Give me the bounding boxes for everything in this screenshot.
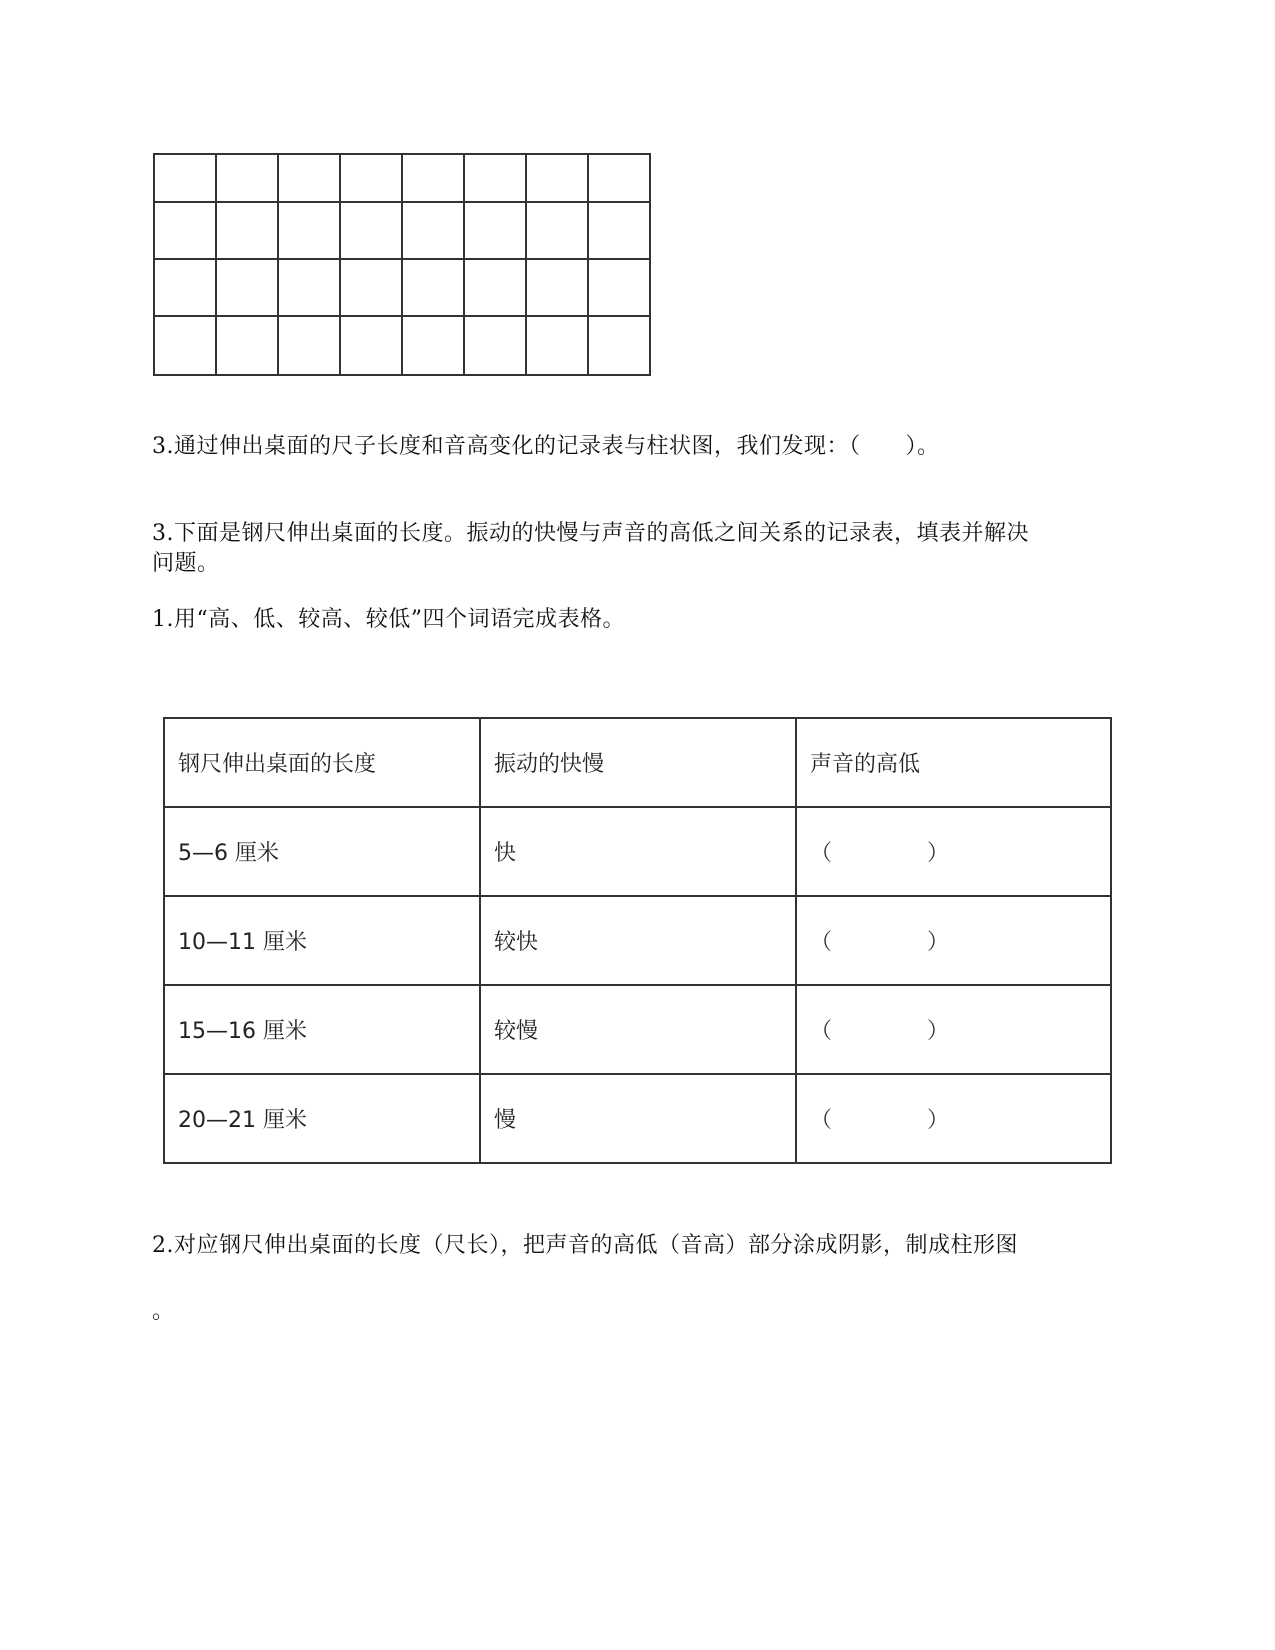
grid-cell[interactable] <box>216 202 278 259</box>
grid-cell[interactable] <box>340 154 402 202</box>
grid-cell[interactable] <box>216 259 278 316</box>
table-row <box>164 896 1111 985</box>
cell-pitch-blank[interactable] <box>796 985 1111 1074</box>
grid-cell[interactable] <box>278 316 340 375</box>
subquestion-2-line2: 。 <box>152 1299 175 1324</box>
grid-cell[interactable] <box>154 202 216 259</box>
open-paren: （ <box>810 930 833 955</box>
grid-cell[interactable] <box>154 316 216 375</box>
grid-cell[interactable] <box>464 202 526 259</box>
header-pitch: 声音的高低 <box>796 718 1111 807</box>
grid-row <box>154 316 650 375</box>
grid-cell[interactable] <box>464 154 526 202</box>
grid-cell[interactable] <box>216 154 278 202</box>
subquestion-1: 1.用“高、低、较高、较低”四个词语完成表格。 <box>152 607 625 632</box>
grid-cell[interactable] <box>278 202 340 259</box>
grid-cell[interactable] <box>340 316 402 375</box>
cell-vibration: 快 <box>480 807 796 896</box>
cell-length: 20—21 厘米 <box>164 1074 480 1163</box>
open-paren: （ <box>810 1108 833 1133</box>
open-paren: （ <box>810 841 833 866</box>
grid-row <box>154 202 650 259</box>
grid-cell[interactable] <box>526 259 588 316</box>
open-paren: （ <box>810 1019 833 1044</box>
grid-cell[interactable] <box>526 202 588 259</box>
grid-cell[interactable] <box>154 154 216 202</box>
cell-vibration: 慢 <box>480 1074 796 1163</box>
record-table <box>163 717 1112 1164</box>
grid-cell[interactable] <box>402 202 464 259</box>
grid-cell[interactable] <box>464 316 526 375</box>
grid-cell[interactable] <box>526 154 588 202</box>
grid-row <box>154 154 650 202</box>
cell-length: 5—6 厘米 <box>164 807 480 896</box>
cell-vibration: 较快 <box>480 896 796 985</box>
grid-cell[interactable] <box>340 259 402 316</box>
cell-pitch-blank[interactable] <box>796 807 1111 896</box>
table-row <box>164 1074 1111 1163</box>
cell-pitch-blank[interactable] <box>796 1074 1111 1163</box>
header-length: 钢尺伸出桌面的长度 <box>164 718 480 807</box>
question-intro-line1: 3.下面是钢尺伸出桌面的长度。振动的快慢与声音的高低之间关系的记录表，填表并解决 <box>152 521 1029 546</box>
grid-cell[interactable] <box>588 316 650 375</box>
grid-cell[interactable] <box>216 316 278 375</box>
grid-cell[interactable] <box>278 154 340 202</box>
table-row <box>164 807 1111 896</box>
close-paren: ） <box>927 1108 950 1133</box>
grid-cell[interactable] <box>402 154 464 202</box>
close-paren: ） <box>927 930 950 955</box>
grid-cell[interactable] <box>464 259 526 316</box>
cell-length: 15—16 厘米 <box>164 985 480 1074</box>
subquestion-2-line1: 2.对应钢尺伸出桌面的长度（尺长），把声音的高低（音高）部分涂成阴影，制成柱形图 <box>152 1233 1018 1258</box>
cell-vibration: 较慢 <box>480 985 796 1074</box>
cell-length: 10—11 厘米 <box>164 896 480 985</box>
table-header-row <box>164 718 1111 807</box>
grid-cell[interactable] <box>402 259 464 316</box>
table-row <box>164 985 1111 1074</box>
cell-pitch-blank[interactable] <box>796 896 1111 985</box>
question-conclusion: 3.通过伸出桌面的尺子长度和音高变化的记录表与柱状图，我们发现：（ ）。 <box>152 434 940 459</box>
grid-cell[interactable] <box>588 202 650 259</box>
grid-row <box>154 259 650 316</box>
grid-cell[interactable] <box>526 316 588 375</box>
grid-cell[interactable] <box>340 202 402 259</box>
close-paren: ） <box>927 841 950 866</box>
grid-cell[interactable] <box>588 259 650 316</box>
header-vibration: 振动的快慢 <box>480 718 796 807</box>
close-paren: ） <box>927 1019 950 1044</box>
grid-cell[interactable] <box>588 154 650 202</box>
blank-bar-chart-grid <box>153 153 651 376</box>
grid-cell[interactable] <box>278 259 340 316</box>
grid-cell[interactable] <box>154 259 216 316</box>
question-intro-line2: 问题。 <box>152 551 220 576</box>
grid-cell[interactable] <box>402 316 464 375</box>
